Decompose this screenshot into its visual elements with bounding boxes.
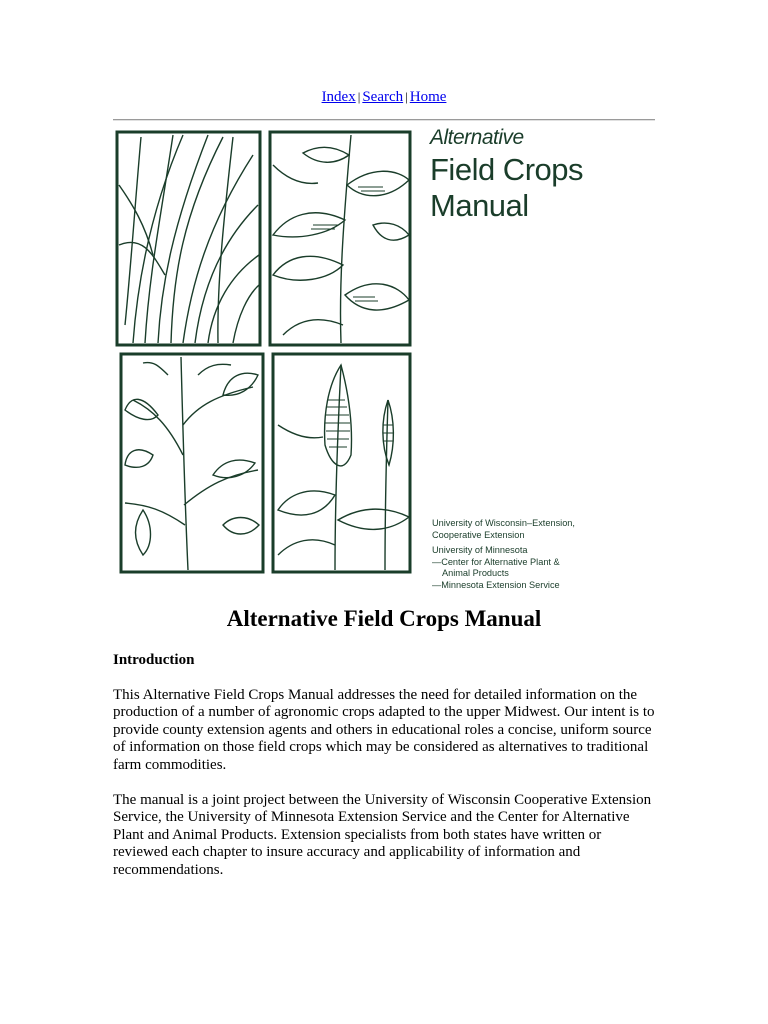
nav-separator: | <box>357 89 361 104</box>
cover-title-manual: Manual <box>430 188 529 223</box>
intro-paragraph-2: The manual is a joint project between the University of Wisconsin Cooperative Extension Service, the University of Minnesota Extension Service and the Center for Alternative Plant and Animal Products. Extension specialists from both states have written or reviewed each chapter to insure accuracy and applicability of information and recommendations. <box>113 792 652 878</box>
grass-drawing <box>119 135 259 343</box>
branch-drawing <box>125 357 259 570</box>
intro-paragraph-1: This Alternative Field Crops Manual addresses the need for detailed information on the production of a number of agronomic crops adapted to the upper Midwest. Our intent is to provide county extension agents and others in educational roles a concise, uniform source of information on those field crops which may be considered as alternatives to traditional farm commodities. <box>113 687 655 773</box>
credit-um-line3: Animal Products <box>442 568 509 578</box>
cover-title-field-crops: Field Crops <box>430 152 583 187</box>
cover-title <box>430 124 583 224</box>
credit-um-line4: —Minnesota Extension Service <box>432 579 560 590</box>
credit-um-line2: —Center for Alternative Plant & <box>432 556 560 567</box>
cover-credits <box>432 518 575 591</box>
horizontal-rule <box>113 119 655 121</box>
top-navigation <box>0 89 768 106</box>
flower-drawing <box>278 365 409 570</box>
search-link[interactable]: Search <box>362 89 404 105</box>
section-heading: Introduction <box>113 652 195 668</box>
home-link[interactable]: Home <box>409 89 447 105</box>
index-link[interactable]: Index <box>321 89 356 105</box>
cover-title-alternative: Alternative <box>430 126 524 149</box>
page-title: Alternative Field Crops Manual <box>226 606 542 631</box>
panel-branch <box>121 354 263 572</box>
credit-uw-line2: Cooperative Extension <box>432 529 525 540</box>
leaves-drawing <box>273 135 409 343</box>
nav-separator: | <box>405 89 408 104</box>
credit-um-line1: University of Minnesota <box>432 545 528 555</box>
credit-uw-line1: University of Wisconsin–Extension, <box>432 518 575 528</box>
